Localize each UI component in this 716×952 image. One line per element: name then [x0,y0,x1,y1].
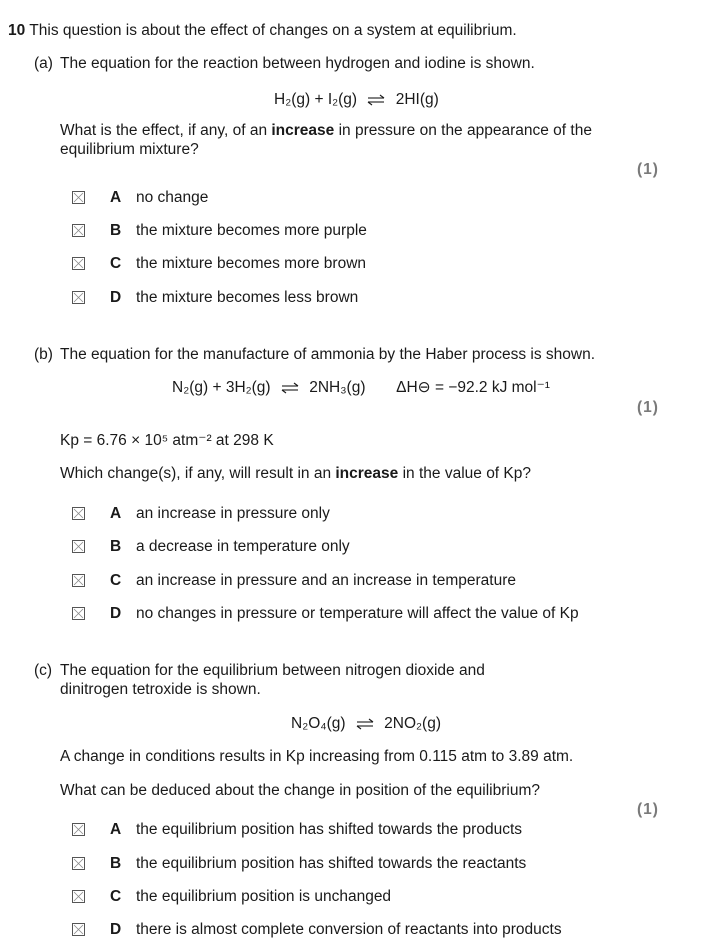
option-letter: B [110,855,122,872]
part-c-eq-right: 2NO₂(g) [384,715,442,732]
option-text: a decrease in temperature only [136,538,350,555]
option-text: the equilibrium position is unchanged [136,888,392,905]
answer-checkbox-a[interactable] [72,191,85,204]
emphasis: increase [271,122,335,139]
answer-checkbox-b[interactable] [72,224,85,237]
option-letter: D [110,289,122,306]
option-letter: D [110,605,122,622]
cross-box-icon [73,225,84,236]
cross-box-icon [73,541,84,552]
option-letter: A [110,189,122,206]
answer-checkbox-b[interactable] [72,540,85,553]
option-letter: B [110,538,122,555]
cross-box-icon [73,924,84,935]
option-letter: B [110,222,122,239]
part-a-label: (a) [34,55,53,72]
option-text: an increase in pressure and an increase in temperature [136,572,516,589]
answer-checkbox-d[interactable] [72,923,85,936]
part-c-lead-line1: The equation for the equilibrium between nitrogen dioxide and [60,662,485,679]
cross-box-icon [73,858,84,869]
part-b-enthalpy: ΔH⊖ = −92.2 kJ mol⁻¹ [396,379,550,396]
equilibrium-arrow-icon [367,94,385,106]
part-b-equation [172,378,550,397]
answer-checkbox-c[interactable] [72,890,85,903]
option-letter: D [110,921,122,938]
part-a-question-line2: equilibrium mixture? [60,141,199,158]
option-text: the mixture becomes more brown [136,255,367,272]
option-text: the mixture becomes more purple [136,222,367,239]
question-header [8,21,517,40]
part-b-kp-value: Kp = 6.76 × 10⁵ atm⁻² at 298 K [60,432,274,449]
cross-box-icon [73,891,84,902]
part-c-question: What can be deduced about the change in position of the equilibrium? [60,782,540,799]
option-text: the equilibrium position has shifted towards the products [136,821,522,838]
option-text: no change [136,189,209,206]
part-a-eq-left: H₂(g) + I₂(g) [274,91,358,108]
option-text: the equilibrium position has shifted towards the reactants [136,855,527,872]
option-letter: C [110,572,122,589]
cross-box-icon [73,508,84,519]
answer-checkbox-c[interactable] [72,574,85,587]
question-intro: This question is about the effect of changes on a system at equilibrium. [29,22,517,39]
option-text: there is almost complete conversion of reactants into products [136,921,562,938]
answer-checkbox-a[interactable] [72,823,85,836]
part-a-marks: (1) [637,161,659,178]
option-letter: A [110,505,122,522]
part-b-eq-right: 2NH₃(g) [309,379,366,396]
cross-box-icon [73,575,84,586]
part-b-question: Which change(s), if any, will result in an increase in the value of Kp? [60,465,532,482]
part-b-eq-left: N₂(g) + 3H₂(g) [172,379,271,396]
answer-checkbox-a[interactable] [72,507,85,520]
part-c-equation [291,714,441,733]
answer-checkbox-c[interactable] [72,257,85,270]
part-c-change-line: A change in conditions results in Kp increasing from 0.115 atm to 3.89 atm. [60,748,574,765]
emphasis: increase [335,465,399,482]
part-b-lead: The equation for the manufacture of ammonia by the Haber process is shown. [60,346,596,363]
part-c-eq-left: N₂O₄(g) [291,715,346,732]
part-a-question-line1: What is the effect, if any, of an increase in pressure on the appearance of the [60,122,592,139]
answer-checkbox-d[interactable] [72,607,85,620]
cross-box-icon [73,292,84,303]
cross-box-icon [73,608,84,619]
part-c-marks: (1) [637,801,659,818]
option-letter: A [110,821,122,838]
part-c-lead-line2: dinitrogen tetroxide is shown. [60,681,261,698]
option-letter: C [110,888,122,905]
option-text: no changes in pressure or temperature will affect the value of Kp [136,605,579,622]
option-letter: C [110,255,122,272]
part-a-eq-right: 2HI(g) [395,91,439,108]
part-a-lead: The equation for the reaction between hydrogen and iodine is shown. [60,55,535,72]
part-b-marks: (1) [637,399,659,416]
option-text: an increase in pressure only [136,505,330,522]
answer-checkbox-d[interactable] [72,291,85,304]
cross-box-icon [73,824,84,835]
question-number: 10 [8,22,26,39]
equilibrium-arrow-icon [281,382,299,394]
part-c-label: (c) [34,662,53,679]
cross-box-icon [73,192,84,203]
part-b-label: (b) [34,346,53,363]
option-text: the mixture becomes less brown [136,289,359,306]
equilibrium-arrow-icon [356,718,374,730]
part-a-equation [274,90,439,109]
cross-box-icon [73,258,84,269]
answer-checkbox-b[interactable] [72,857,85,870]
